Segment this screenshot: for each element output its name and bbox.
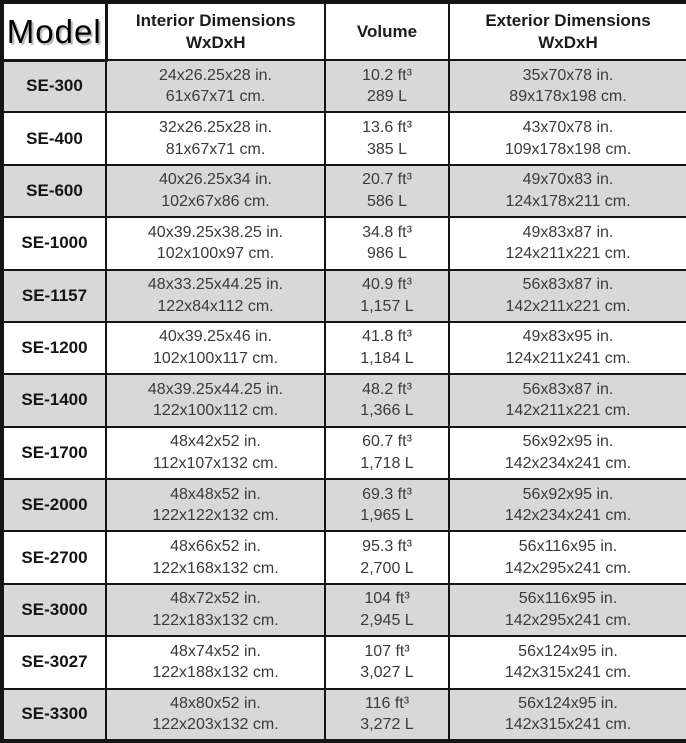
volume-liters: 2,700 L [360, 559, 414, 577]
volume-cell [325, 322, 449, 374]
interior-centimeters: 122x168x132 cm. [152, 559, 279, 577]
volume-cubic-feet: 13.6 ft³ [362, 118, 412, 136]
volume-cubic-feet: 40.9 ft³ [362, 276, 412, 294]
table-row [2, 112, 686, 164]
interior-centimeters: 122x188x132 cm. [152, 664, 279, 682]
volume-cubic-feet: 104 ft³ [364, 590, 410, 608]
exterior-dimensions-cell [449, 374, 686, 426]
interior-centimeters: 102x100x117 cm. [152, 350, 279, 368]
table-header [2, 2, 686, 60]
exterior-inches: 49x83x87 in. [522, 223, 614, 241]
exterior-inches: 56x116x95 in. [518, 590, 618, 608]
interior-inches: 48x39.25x44.25 in. [147, 380, 284, 398]
interior-inches: 48x74x52 in. [170, 642, 261, 660]
exterior-inches: 56x83x87 in. [522, 380, 614, 398]
table-row [2, 636, 686, 688]
exterior-centimeters: 124x178x211 cm. [505, 192, 631, 210]
model-cell: SE-2700 [2, 531, 106, 583]
volume-liters: 1,157 L [360, 297, 414, 315]
volume-cell [325, 112, 449, 164]
interior-centimeters: 122x203x132 cm. [152, 716, 279, 734]
table-row [2, 689, 686, 742]
interior-dimensions-cell [106, 60, 325, 112]
exterior-dimensions-cell [449, 322, 686, 374]
volume-cell [325, 165, 449, 217]
volume-cell [325, 479, 449, 531]
exterior-centimeters: 142x211x221 cm. [505, 297, 631, 315]
exterior-centimeters: 142x315x241 cm. [504, 664, 632, 682]
exterior-inches: 56x92x95 in. [522, 485, 614, 503]
interior-dimensions-cell [106, 112, 325, 164]
model-cell: SE-1700 [2, 427, 106, 479]
exterior-dimensions-cell [449, 270, 686, 322]
interior-inches: 48x66x52 in. [170, 537, 261, 555]
volume-cubic-feet: 34.8 ft³ [362, 223, 412, 241]
interior-dimensions-cell [106, 217, 325, 269]
volume-cell [325, 60, 449, 112]
volume-liters: 385 L [366, 140, 408, 158]
model-cell: SE-1400 [2, 374, 106, 426]
volume-cubic-feet: 41.8 ft³ [362, 328, 412, 346]
interior-dimensions-cell [106, 270, 325, 322]
interior-inches: 48x33.25x44.25 in. [147, 276, 284, 294]
model-cell: SE-3300 [2, 689, 106, 742]
exterior-inches: 56x92x95 in. [522, 433, 614, 451]
model-cell: SE-300 [2, 60, 106, 112]
model-cell: SE-3027 [2, 636, 106, 688]
table-row [2, 322, 686, 374]
exterior-centimeters: 142x295x241 cm. [504, 559, 632, 577]
volume-liters: 1,366 L [360, 402, 414, 420]
interior-inches: 24x26.25x28 in. [159, 66, 272, 84]
model-cell: SE-1200 [2, 322, 106, 374]
exterior-dimensions-cell [449, 479, 686, 531]
interior-dimensions-cell [106, 584, 325, 636]
volume-cubic-feet: 10.2 ft³ [362, 66, 412, 84]
volume-liters: 289 L [366, 88, 408, 106]
exterior-inches: 49x83x95 in. [522, 328, 614, 346]
interior-centimeters: 102x100x97 cm. [156, 245, 275, 263]
exterior-centimeters: 142x234x241 cm. [504, 507, 632, 525]
exterior-inches: 35x70x78 in. [522, 66, 614, 84]
volume-cubic-feet: 69.3 ft³ [362, 485, 412, 503]
exterior-centimeters: 124x211x241 cm. [505, 350, 631, 368]
exterior-dimensions-cell [449, 531, 686, 583]
volume-cubic-feet: 95.3 ft³ [362, 537, 412, 555]
interior-dimensions-cell [106, 322, 325, 374]
model-cell: SE-1157 [2, 270, 106, 322]
volume-liters: 3,027 L [360, 664, 414, 682]
exterior-dimensions-cell [449, 689, 686, 742]
interior-centimeters: 81x67x71 cm. [165, 140, 266, 158]
table-row [2, 270, 686, 322]
interior-dimensions-cell [106, 374, 325, 426]
exterior-dimensions-column-header [449, 2, 686, 60]
interior-centimeters: 122x100x112 cm. [152, 402, 279, 420]
interior-header-line2: WxDxH [185, 32, 246, 52]
volume-cell [325, 217, 449, 269]
table-row [2, 217, 686, 269]
interior-inches: 48x80x52 in. [170, 694, 261, 712]
volume-cell [325, 531, 449, 583]
interior-dimensions-cell [106, 531, 325, 583]
volume-cell [325, 374, 449, 426]
interior-inches: 48x42x52 in. [170, 433, 261, 451]
exterior-dimensions-cell [449, 60, 686, 112]
interior-dimensions-cell [106, 427, 325, 479]
model-cell: SE-1000 [2, 217, 106, 269]
volume-cubic-feet: 107 ft³ [364, 642, 410, 660]
interior-header-line1: Interior Dimensions [135, 11, 296, 31]
exterior-centimeters: 109x178x198 cm. [504, 140, 632, 158]
volume-cell [325, 427, 449, 479]
exterior-dimensions-cell [449, 636, 686, 688]
interior-centimeters: 102x67x86 cm. [161, 192, 270, 210]
table-row [2, 584, 686, 636]
model-cell: SE-3000 [2, 584, 106, 636]
interior-centimeters: 122x84x112 cm. [157, 297, 274, 315]
volume-liters: 986 L [366, 245, 408, 263]
exterior-inches: 49x70x83 in. [522, 171, 614, 189]
exterior-centimeters: 124x211x221 cm. [505, 245, 631, 263]
volume-liters: 1,965 L [360, 507, 414, 525]
volume-cell [325, 689, 449, 742]
header-row [2, 2, 686, 60]
table-row [2, 531, 686, 583]
model-column-header: Model [2, 2, 106, 60]
interior-inches: 40x39.25x46 in. [159, 328, 272, 346]
exterior-header-line2: WxDxH [538, 32, 598, 52]
interior-dimensions-cell [106, 479, 325, 531]
exterior-centimeters: 142x315x241 cm. [504, 716, 632, 734]
volume-liters: 2,945 L [360, 611, 414, 629]
exterior-centimeters: 142x211x221 cm. [505, 402, 631, 420]
exterior-dimensions-cell [449, 217, 686, 269]
interior-dimensions-column-header [106, 2, 325, 60]
interior-inches: 40x26.25x34 in. [159, 171, 272, 189]
exterior-inches: 56x124x95 in. [518, 642, 618, 660]
exterior-centimeters: 142x234x241 cm. [504, 454, 632, 472]
interior-dimensions-cell [106, 689, 325, 742]
volume-cell [325, 636, 449, 688]
volume-liters: 1,718 L [360, 454, 414, 472]
interior-dimensions-cell [106, 636, 325, 688]
volume-liters: 586 L [366, 192, 408, 210]
volume-cubic-feet: 116 ft³ [364, 694, 410, 712]
exterior-dimensions-cell [449, 112, 686, 164]
interior-centimeters: 61x67x71 cm. [165, 88, 266, 106]
interior-centimeters: 122x183x132 cm. [152, 611, 279, 629]
exterior-dimensions-cell [449, 584, 686, 636]
interior-inches: 40x39.25x38.25 in. [147, 223, 284, 241]
interior-dimensions-cell [106, 165, 325, 217]
volume-cubic-feet: 20.7 ft³ [362, 171, 412, 189]
exterior-dimensions-cell [449, 165, 686, 217]
exterior-inches: 56x83x87 in. [522, 276, 614, 294]
interior-inches: 48x48x52 in. [170, 485, 261, 503]
interior-centimeters: 122x122x132 cm. [152, 507, 279, 525]
volume-liters: 3,272 L [360, 716, 414, 734]
exterior-header-line1: Exterior Dimensions [485, 11, 651, 31]
exterior-centimeters: 142x295x241 cm. [504, 611, 632, 629]
interior-inches: 32x26.25x28 in. [159, 118, 272, 136]
volume-cell [325, 584, 449, 636]
exterior-inches: 56x124x95 in. [518, 694, 618, 712]
volume-column-header: Volume [325, 2, 449, 60]
model-cell: SE-600 [2, 165, 106, 217]
table-body [2, 60, 686, 741]
exterior-centimeters: 89x178x198 cm. [509, 88, 627, 106]
interior-centimeters: 112x107x132 cm. [152, 454, 279, 472]
volume-cubic-feet: 48.2 ft³ [362, 380, 412, 398]
interior-inches: 48x72x52 in. [170, 590, 261, 608]
volume-liters: 1,184 L [360, 350, 414, 368]
volume-cubic-feet: 60.7 ft³ [362, 433, 412, 451]
exterior-inches: 43x70x78 in. [522, 118, 614, 136]
volume-cell [325, 270, 449, 322]
model-cell: SE-400 [2, 112, 106, 164]
table-row [2, 165, 686, 217]
model-cell: SE-2000 [2, 479, 106, 531]
exterior-dimensions-cell [449, 427, 686, 479]
table-row [2, 479, 686, 531]
table-row [2, 60, 686, 112]
table-row [2, 427, 686, 479]
table-row [2, 374, 686, 426]
exterior-inches: 56x116x95 in. [518, 537, 618, 555]
